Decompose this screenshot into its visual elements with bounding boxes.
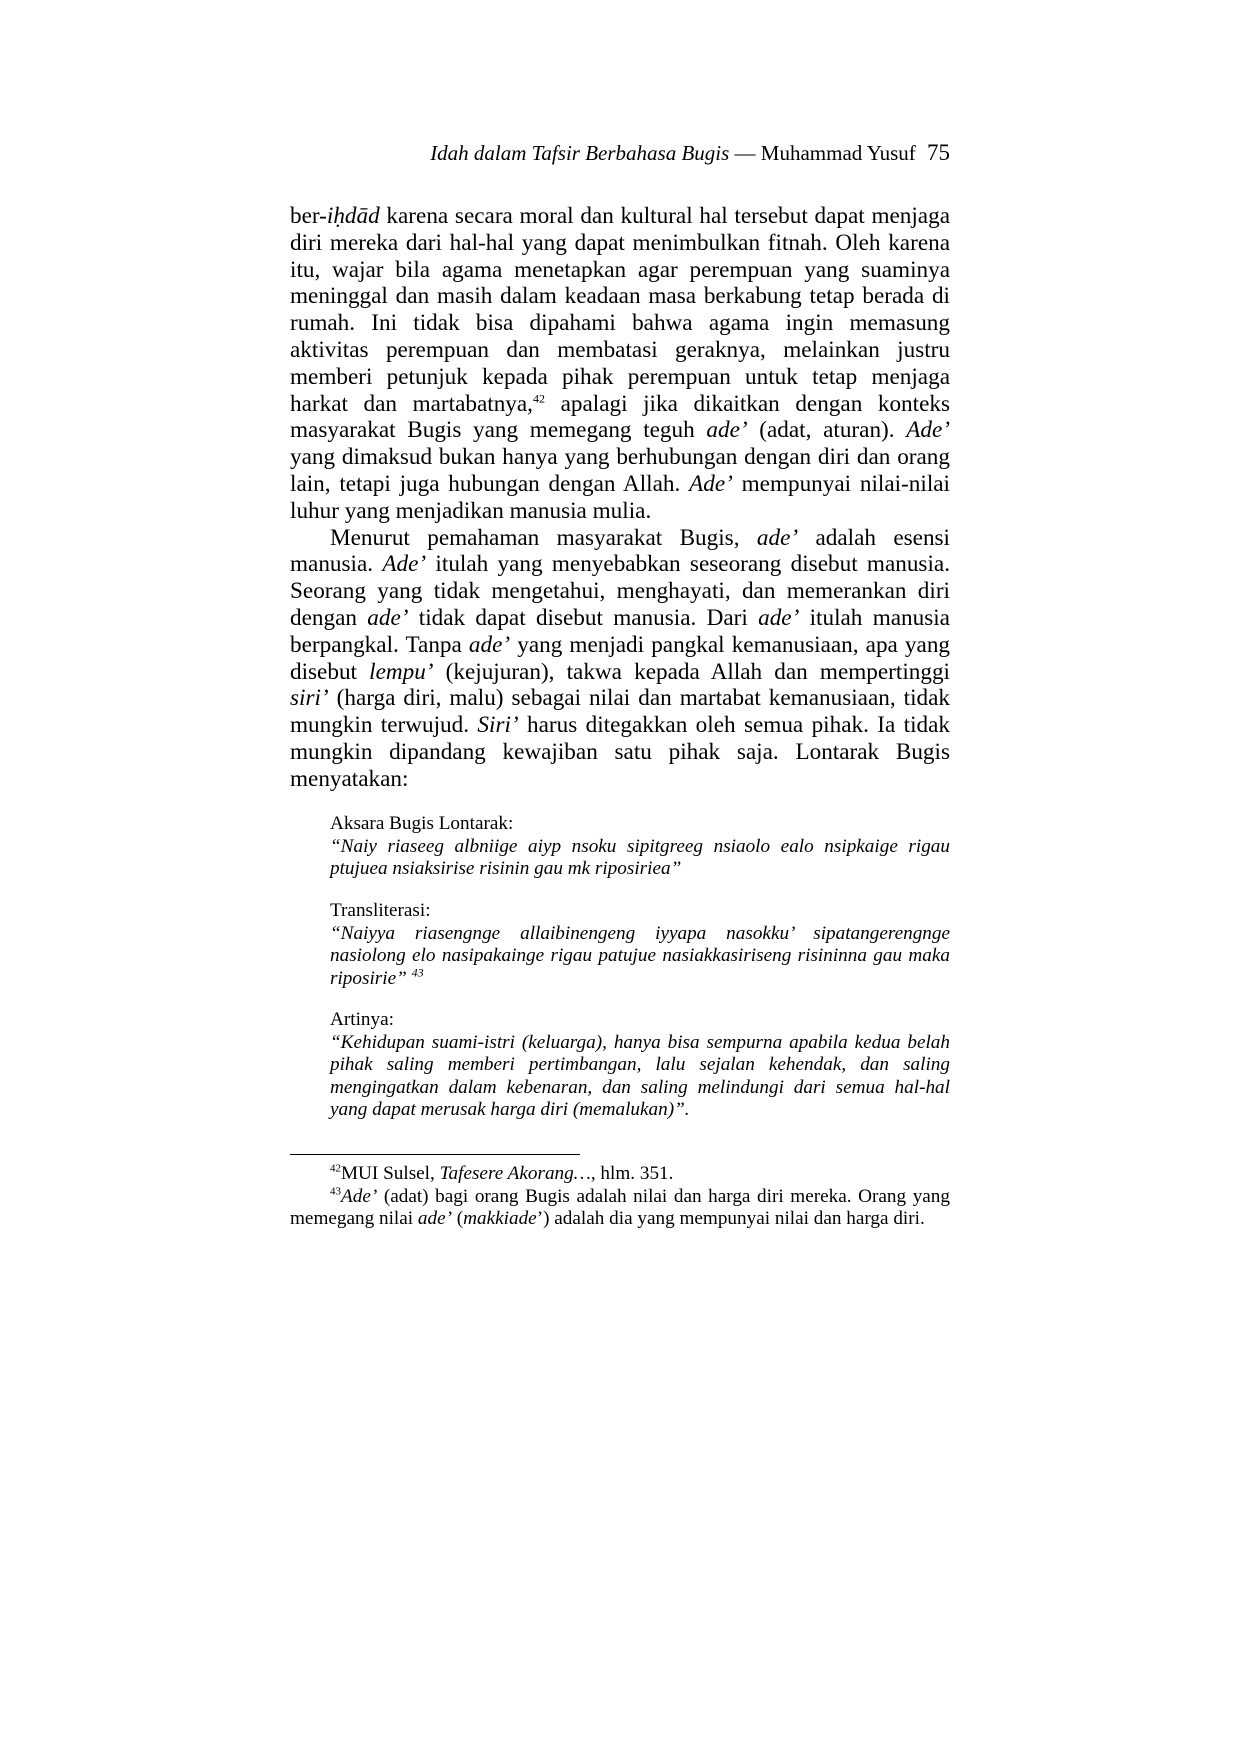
text-run: itulah manusia berpangkal. Tanpa (290, 604, 950, 658)
text-run: (kejujuran), takwa kepada Allah dan mempertinggi (433, 658, 950, 685)
footnotes (290, 1163, 950, 1231)
quote-aksara (330, 813, 950, 881)
term-ade: Ade’ (382, 551, 427, 578)
text-run: Menurut pemahaman masyarakat Bugis, (330, 524, 757, 551)
text-run: karena secara moral dan kultural hal tersebut dapat menjaga diri mereka dari hal-hal yang dapat menimbulkan fitnah. Oleh karena itu, wajar bila agama menetapkan agar perempuan yang suaminya meninggal dan masih dalam keadaan masa berkabung tetap berada di rumah. Ini tidak bisa dipahami bahwa agama ingin memasung aktivitas perempuan dan membatasi geraknya, melainkan justru memberi petunjuk kepada pihak perempuan untuk tetap menjaga harkat dan martabatnya, (290, 203, 950, 417)
term-ade: ade’ (468, 631, 511, 658)
term-ade: Ade’ (341, 1185, 378, 1207)
text-run: MUI Sulsel, (341, 1163, 440, 1184)
quote-label: Artinya: (330, 1009, 394, 1030)
footnote-number: 43 (330, 1185, 341, 1198)
quote-text (330, 923, 950, 991)
quote-label: Transliterasi: (330, 900, 431, 921)
quote-text: “Kehidupan suami-istri (keluarga), hanya bisa sempurna apabila kedua belah pihak saling memberi pertimbangan, lalu sejalan kehendak, dan saling mengingatkan dalam kebenaran, dan saling melindungi dari semua hal-hal yang dapat merusak harga diri (memalukan)”. (330, 1031, 950, 1120)
term-ihdad: iḥdād (326, 203, 380, 229)
quote-text: “Naiy riaseeg albniige aiyp nsoku sipitgreeg nsiaolo ealo nsipkaige rigau ptujuea nsiaksirise risinin gau mk riposiriea” (330, 835, 950, 879)
text-run: ber- (290, 203, 327, 229)
text-run: (adat) bagi orang Bugis adalah nilai dan harga diri mereka. Orang yang memegang nilai (290, 1185, 950, 1229)
text-run: adalah esensi manusia. (290, 524, 950, 578)
term-makkiade: makkiade (463, 1208, 537, 1229)
term-ade: Ade’ (689, 470, 733, 497)
footnote-separator (290, 1154, 580, 1155)
running-header (290, 138, 950, 168)
text-run: tidak dapat disebut manusia. Dari (408, 604, 759, 631)
term-ade: ade’ (367, 604, 409, 631)
paragraph-2 (290, 525, 950, 793)
quote-transliteration (330, 900, 950, 990)
term-ade: Ade’ (906, 417, 951, 444)
text-run: harus ditegakkan oleh semua pihak. Ia tidak mungkin dipandang kewajiban satu pihak saja. Lontarak Bugis menyatakan: (290, 712, 950, 792)
term-ade: ade’ (417, 1208, 452, 1229)
text-run: itulah yang menyebabkan seseorang disebut manusia. Seorang yang tidak mengetahui, menghayati, dan memerankan diri dengan (290, 551, 950, 631)
body-text (290, 203, 950, 793)
footnote-43 (290, 1186, 950, 1231)
term-siri: Siri’ (477, 712, 519, 739)
running-title: Idah dalam Tafsir Berbahasa Bugis (430, 141, 730, 165)
term-lempu: lempu’ (369, 658, 434, 685)
term-siri: siri’ (290, 685, 329, 712)
text-run: (adat, aturan). (747, 417, 907, 444)
text-run: (harga diri, malu) sebagai nilai dan martabat kemanusiaan, tidak mungkin terwujud. (290, 685, 950, 739)
footnote-ref-43[interactable]: 43 (411, 965, 424, 980)
text-run: ’) adalah dia yang mempunyai nilai dan harga diri. (536, 1208, 925, 1229)
text-run: apalagi jika dikaitkan dengan konteks masyarakat Bugis yang memegang teguh (290, 390, 951, 444)
footnote-number: 42 (330, 1162, 341, 1175)
text-run: yang dimaksud bukan hanya yang berhubungan dengan diri dan orang lain, tetapi juga hubungan dengan Allah. (290, 444, 950, 497)
running-author: — Muhammad Yusuf (734, 141, 916, 165)
paragraph-1 (290, 203, 950, 525)
cited-title: Tafesere Akorang… (439, 1163, 591, 1184)
term-ade: ade’ (756, 524, 799, 551)
quote-text-run: “Naiyya riasengnge allaibinengeng iyyapa nasokku’ sipatangerengnge nasiolong elo nasipakainge rigau patujue nasiakkasiriseng risininna gau maka riposirie” (330, 922, 950, 989)
term-ade: ade’ (706, 417, 748, 444)
page-number: 75 (927, 140, 950, 165)
footnote-42 (290, 1163, 950, 1186)
term-ade: ade’ (758, 604, 800, 631)
footnote-ref-42[interactable]: 42 (532, 390, 545, 405)
text-run: mempunyai nilai-nilai luhur yang menjadikan manusia mulia. (290, 470, 951, 524)
text-run: ( (451, 1208, 464, 1229)
text-run: yang menjadi pangkal kemanusiaan, apa yang disebut (290, 631, 951, 685)
text-run: , hlm. 351. (590, 1163, 674, 1184)
quote-label: Aksara Bugis Lontarak: (330, 813, 514, 834)
quote-translation (330, 1009, 950, 1122)
